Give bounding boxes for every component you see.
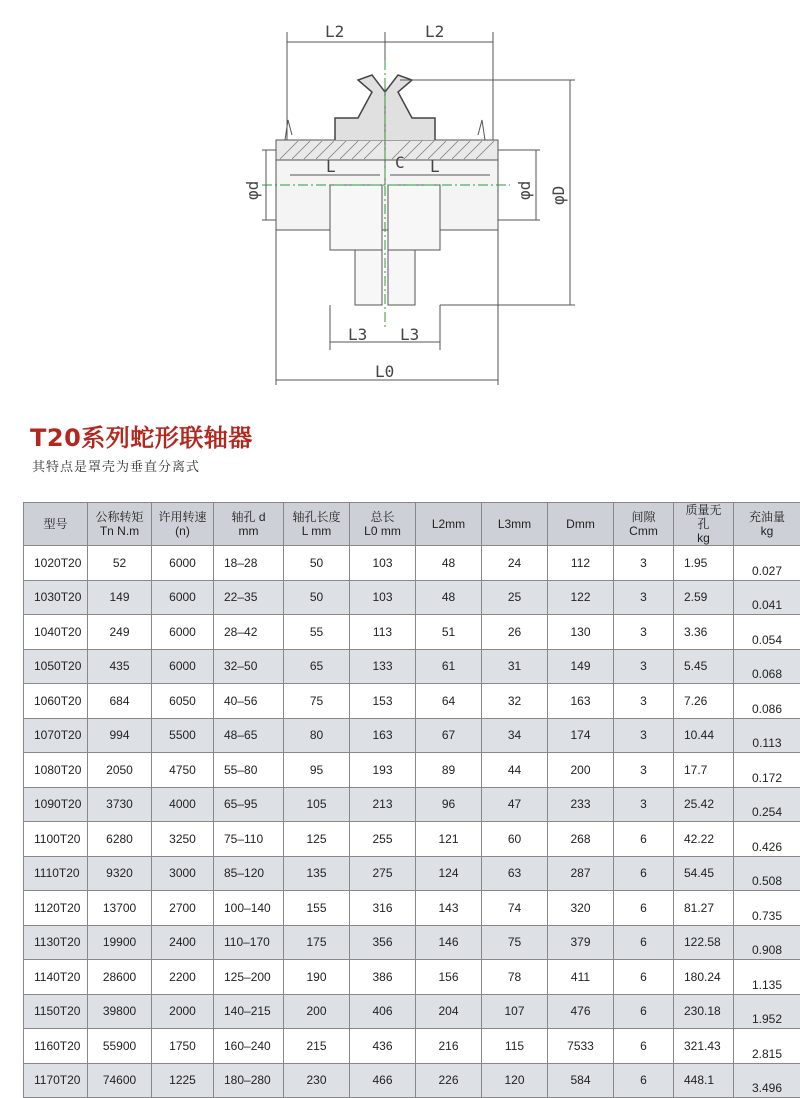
table-cell: 249 [88, 615, 152, 650]
table-cell: 1130T20 [24, 925, 88, 960]
table-cell: 67 [416, 718, 482, 753]
table-cell: 0.054 [734, 615, 800, 650]
table-cell: 113 [350, 615, 416, 650]
table-cell: 287 [548, 856, 614, 891]
column-header-text: 质量无孔 [685, 503, 721, 531]
table-row [24, 994, 800, 1029]
table-cell: 122 [548, 580, 614, 615]
table-cell: 174 [548, 718, 614, 753]
table-cell: 1750 [152, 1029, 214, 1064]
table-cell: 1140T20 [24, 960, 88, 995]
table-cell: 55–80 [214, 753, 284, 788]
table-cell: 6050 [152, 684, 214, 719]
table-cell: 175 [284, 925, 350, 960]
table-cell: 411 [548, 960, 614, 995]
table-cell: 143 [416, 891, 482, 926]
table-cell: 25.42 [674, 787, 734, 822]
table-cell: 3 [614, 580, 674, 615]
table-cell: 0.068 [734, 649, 800, 684]
column-header [350, 503, 416, 546]
table-cell: 9320 [88, 856, 152, 891]
table-cell: 190 [284, 960, 350, 995]
table-cell: 6 [614, 1063, 674, 1098]
table-cell: 74600 [88, 1063, 152, 1098]
table-cell: 200 [284, 994, 350, 1029]
table-cell: 34 [482, 718, 548, 753]
table-cell: 140–215 [214, 994, 284, 1029]
column-header-text: 型号 [43, 517, 67, 531]
table-cell: 40–56 [214, 684, 284, 719]
column-header [614, 503, 674, 546]
column-header-text: (n) [175, 524, 190, 538]
table-row [24, 649, 800, 684]
table-cell: 153 [350, 684, 416, 719]
column-header [152, 503, 214, 546]
table-cell: 107 [482, 994, 548, 1029]
table-cell: 406 [350, 994, 416, 1029]
column-header-text: L mm [302, 524, 332, 538]
table-cell: 1050T20 [24, 649, 88, 684]
table-cell: 379 [548, 925, 614, 960]
table-cell: 316 [350, 891, 416, 926]
column-header-text: L2mm [432, 517, 465, 531]
table-cell: 0.113 [734, 718, 800, 753]
table-cell: 3 [614, 684, 674, 719]
table-cell: 180–280 [214, 1063, 284, 1098]
table-cell: 115 [482, 1029, 548, 1064]
dim-label: L0 [375, 362, 394, 381]
table-cell: 130 [548, 615, 614, 650]
table-cell: 226 [416, 1063, 482, 1098]
dim-label: L [430, 157, 440, 176]
table-row [24, 546, 800, 581]
dim-label: L2 [325, 22, 344, 41]
column-header [24, 503, 88, 546]
table-cell: 1.952 [734, 994, 800, 1029]
table-cell: 85–120 [214, 856, 284, 891]
table-cell: 1080T20 [24, 753, 88, 788]
table-cell: 2.815 [734, 1029, 800, 1064]
table-cell: 1150T20 [24, 994, 88, 1029]
column-header-text: Tn N.m [100, 524, 139, 538]
table-cell: 1090T20 [24, 787, 88, 822]
table-cell: 6000 [152, 649, 214, 684]
column-header-text: kg [761, 524, 774, 538]
table-cell: 78 [482, 960, 548, 995]
table-cell: 0.172 [734, 753, 800, 788]
table-cell: 75 [482, 925, 548, 960]
table-cell: 149 [548, 649, 614, 684]
table-cell: 2000 [152, 994, 214, 1029]
table-cell: 112 [548, 546, 614, 581]
table-row [24, 960, 800, 995]
table-cell: 160–240 [214, 1029, 284, 1064]
table-cell: 684 [88, 684, 152, 719]
coupling-technical-drawing [0, 0, 800, 400]
page-title: T20系列蛇形联轴器 [30, 418, 253, 453]
table-cell: 5.45 [674, 649, 734, 684]
table-cell: 3000 [152, 856, 214, 891]
table-cell: 163 [548, 684, 614, 719]
table-cell: 448.1 [674, 1063, 734, 1098]
table-cell: 193 [350, 753, 416, 788]
table-cell: 51 [416, 615, 482, 650]
table-cell: 31 [482, 649, 548, 684]
table-cell: 1100T20 [24, 822, 88, 857]
table-cell: 7533 [548, 1029, 614, 1064]
table-cell: 24 [482, 546, 548, 581]
dim-label: L [326, 157, 336, 176]
table-row [24, 1063, 800, 1098]
table-cell: 95 [284, 753, 350, 788]
column-header-text: Cmm [629, 524, 658, 538]
table-cell: 0.908 [734, 925, 800, 960]
table-cell: 96 [416, 787, 482, 822]
table-cell: 25 [482, 580, 548, 615]
table-cell: 22–35 [214, 580, 284, 615]
column-header-text: 许用转速 [158, 510, 206, 524]
table-cell: 4750 [152, 753, 214, 788]
table-row [24, 753, 800, 788]
column-header-text: 间隙 [631, 510, 655, 524]
table-cell: 42.22 [674, 822, 734, 857]
column-header-text: 轴孔长度 [292, 510, 340, 524]
column-header-text: kg [697, 531, 710, 545]
table-cell: 7.26 [674, 684, 734, 719]
table-cell: 163 [350, 718, 416, 753]
column-header-text: 公称转矩 [95, 510, 143, 524]
table-cell: 60 [482, 822, 548, 857]
table-cell: 466 [350, 1063, 416, 1098]
table-cell: 1225 [152, 1063, 214, 1098]
table-cell: 54.45 [674, 856, 734, 891]
table-cell: 6 [614, 1029, 674, 1064]
table-cell: 65–95 [214, 787, 284, 822]
table-cell: 48 [416, 580, 482, 615]
table-cell: 26 [482, 615, 548, 650]
table-cell: 584 [548, 1063, 614, 1098]
table-cell: 17.7 [674, 753, 734, 788]
table-cell: 81.27 [674, 891, 734, 926]
table-cell: 1070T20 [24, 718, 88, 753]
table-cell: 0.735 [734, 891, 800, 926]
table-cell: 1020T20 [24, 546, 88, 581]
table-cell: 28600 [88, 960, 152, 995]
table-cell: 65 [284, 649, 350, 684]
dim-label: φd [515, 181, 534, 200]
table-cell: 2050 [88, 753, 152, 788]
table-cell: 122.58 [674, 925, 734, 960]
table-header-row [24, 503, 800, 546]
column-header [734, 503, 800, 546]
table-cell: 6 [614, 994, 674, 1029]
table-cell: 233 [548, 787, 614, 822]
table-cell: 1110T20 [24, 856, 88, 891]
dim-label: C [395, 153, 405, 172]
table-cell: 18–28 [214, 546, 284, 581]
table-cell: 216 [416, 1029, 482, 1064]
table-cell: 215 [284, 1029, 350, 1064]
table-cell: 5500 [152, 718, 214, 753]
table-cell: 1160T20 [24, 1029, 88, 1064]
table-cell: 321.43 [674, 1029, 734, 1064]
table-cell: 6000 [152, 615, 214, 650]
table-row [24, 787, 800, 822]
table-cell: 80 [284, 718, 350, 753]
table-cell: 149 [88, 580, 152, 615]
table-cell: 994 [88, 718, 152, 753]
table-cell: 6 [614, 925, 674, 960]
column-header-text: L0 mm [364, 524, 401, 538]
table-cell: 213 [350, 787, 416, 822]
table-cell: 125 [284, 822, 350, 857]
table-cell: 103 [350, 580, 416, 615]
table-row [24, 718, 800, 753]
table-cell: 50 [284, 546, 350, 581]
table-cell: 155 [284, 891, 350, 926]
column-header-text: 充油量 [749, 510, 785, 524]
table-cell: 3.36 [674, 615, 734, 650]
table-cell: 125–200 [214, 960, 284, 995]
table-cell: 3 [614, 718, 674, 753]
column-header [214, 503, 284, 546]
table-cell: 268 [548, 822, 614, 857]
table-cell: 2.59 [674, 580, 734, 615]
table-row [24, 856, 800, 891]
table-cell: 103 [350, 546, 416, 581]
table-cell: 435 [88, 649, 152, 684]
dim-label: L2 [425, 22, 444, 41]
table-cell: 3250 [152, 822, 214, 857]
table-cell: 0.426 [734, 822, 800, 857]
table-cell: 28–42 [214, 615, 284, 650]
table-cell: 10.44 [674, 718, 734, 753]
table-cell: 64 [416, 684, 482, 719]
table-cell: 3 [614, 615, 674, 650]
table-cell: 32–50 [214, 649, 284, 684]
table-cell: 3 [614, 753, 674, 788]
column-header [88, 503, 152, 546]
table-cell: 180.24 [674, 960, 734, 995]
table-cell: 320 [548, 891, 614, 926]
table-cell: 0.027 [734, 546, 800, 581]
table-cell: 50 [284, 580, 350, 615]
table-cell: 133 [350, 649, 416, 684]
table-cell: 1.135 [734, 960, 800, 995]
column-header-text: 总长 [370, 510, 394, 524]
dim-label: φD [549, 186, 568, 205]
table-cell: 55 [284, 615, 350, 650]
table-row [24, 925, 800, 960]
table-cell: 3 [614, 546, 674, 581]
table-cell: 0.041 [734, 580, 800, 615]
table-cell: 39800 [88, 994, 152, 1029]
dim-label: L3 [400, 325, 419, 344]
table-cell: 48 [416, 546, 482, 581]
table-cell: 6 [614, 960, 674, 995]
column-header [284, 503, 350, 546]
table-row [24, 615, 800, 650]
table-cell: 6000 [152, 580, 214, 615]
table-cell: 2700 [152, 891, 214, 926]
table-cell: 204 [416, 994, 482, 1029]
table-cell: 13700 [88, 891, 152, 926]
table-cell: 6 [614, 891, 674, 926]
table-cell: 146 [416, 925, 482, 960]
table-cell: 61 [416, 649, 482, 684]
table-cell: 6 [614, 822, 674, 857]
table-cell: 120 [482, 1063, 548, 1098]
table-cell: 3730 [88, 787, 152, 822]
table-cell: 0.508 [734, 856, 800, 891]
table-cell: 1060T20 [24, 684, 88, 719]
table-cell: 1.95 [674, 546, 734, 581]
table-cell: 47 [482, 787, 548, 822]
table-cell: 74 [482, 891, 548, 926]
table-cell: 44 [482, 753, 548, 788]
table-cell: 32 [482, 684, 548, 719]
table-cell: 6000 [152, 546, 214, 581]
table-cell: 356 [350, 925, 416, 960]
table-cell: 19900 [88, 925, 152, 960]
table-cell: 0.086 [734, 684, 800, 719]
table-cell: 3 [614, 649, 674, 684]
table-cell: 100–140 [214, 891, 284, 926]
column-header-text: Dmm [566, 517, 595, 531]
table-row [24, 684, 800, 719]
table-cell: 386 [350, 960, 416, 995]
table-cell: 1040T20 [24, 615, 88, 650]
dim-label: φd [243, 181, 262, 200]
table-cell: 1170T20 [24, 1063, 88, 1098]
table-cell: 63 [482, 856, 548, 891]
table-cell: 2200 [152, 960, 214, 995]
table-cell: 436 [350, 1029, 416, 1064]
table-cell: 275 [350, 856, 416, 891]
table-cell: 255 [350, 822, 416, 857]
column-header-text: 轴孔 d mm [231, 510, 265, 538]
table-row [24, 580, 800, 615]
table-cell: 3.496 [734, 1063, 800, 1098]
table-cell: 55900 [88, 1029, 152, 1064]
table-cell: 48–65 [214, 718, 284, 753]
table-cell: 6 [614, 856, 674, 891]
table-cell: 89 [416, 753, 482, 788]
table-cell: 0.254 [734, 787, 800, 822]
table-cell: 156 [416, 960, 482, 995]
table-cell: 476 [548, 994, 614, 1029]
page-subtitle: 其特点是罩壳为垂直分离式 [32, 456, 200, 475]
dim-label: L3 [348, 325, 367, 344]
table-cell: 3 [614, 787, 674, 822]
table-cell: 110–170 [214, 925, 284, 960]
table-cell: 230.18 [674, 994, 734, 1029]
table-cell: 124 [416, 856, 482, 891]
column-header [416, 503, 482, 546]
table-cell: 4000 [152, 787, 214, 822]
table-cell: 75–110 [214, 822, 284, 857]
table-cell: 2400 [152, 925, 214, 960]
table-cell: 1120T20 [24, 891, 88, 926]
column-header [674, 503, 734, 546]
table-cell: 52 [88, 546, 152, 581]
table-cell: 6280 [88, 822, 152, 857]
table-cell: 75 [284, 684, 350, 719]
table-row [24, 822, 800, 857]
column-header [482, 503, 548, 546]
table-cell: 105 [284, 787, 350, 822]
column-header-text: L3mm [498, 517, 531, 531]
table-cell: 121 [416, 822, 482, 857]
spec-table [23, 502, 800, 1098]
table-cell: 135 [284, 856, 350, 891]
table-cell: 1030T20 [24, 580, 88, 615]
table-row [24, 1029, 800, 1064]
table-row [24, 891, 800, 926]
table-cell: 230 [284, 1063, 350, 1098]
table-cell: 200 [548, 753, 614, 788]
column-header [548, 503, 614, 546]
